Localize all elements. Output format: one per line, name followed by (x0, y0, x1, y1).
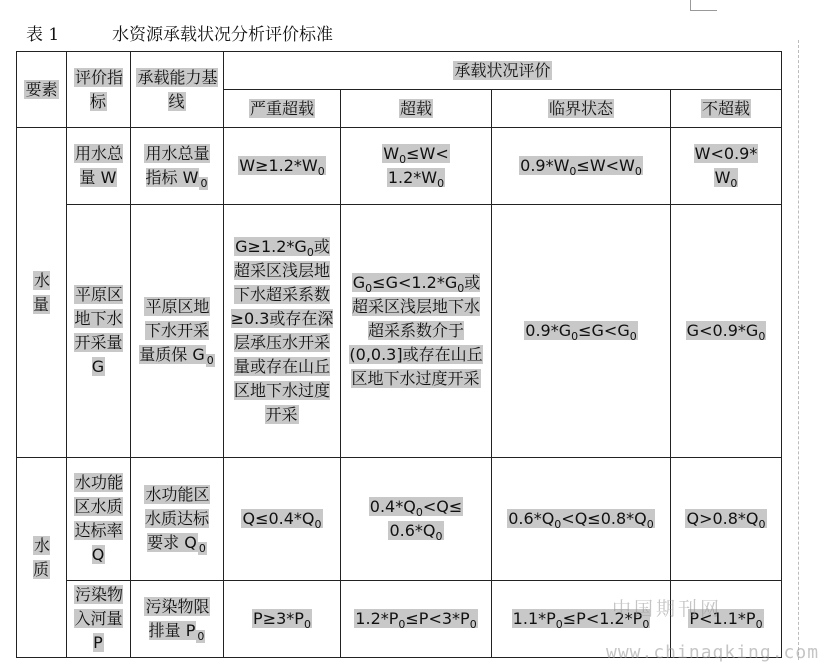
pollutant-severe-text: P≥3*P (253, 609, 304, 628)
page-margin-guide (798, 40, 799, 660)
factor-quantity-text: 水量 (32, 270, 50, 314)
subscript: 0 (730, 177, 738, 191)
compliance-severe (224, 458, 341, 581)
watermark-url: www.chinaqking.com (606, 642, 820, 663)
subscript: 0 (634, 165, 642, 179)
pollutant-over (341, 581, 492, 658)
groundwater-severe (224, 205, 341, 458)
subscript: 0 (198, 542, 206, 556)
baseline-pollutant-text: 污染物限排量 P (145, 597, 210, 640)
subscript: 0 (571, 330, 579, 344)
indicator-groundwater (67, 205, 131, 458)
subscript: 0 (197, 630, 205, 644)
header-level-over (341, 90, 492, 128)
indicator-compliance-text: 水功能区水质达标率 Q (74, 473, 123, 564)
compliance-not-over-text: Q>0.8*Q (686, 509, 759, 528)
subscript: 0 (399, 153, 407, 167)
total-water-critical-a: 0.9*W (520, 156, 570, 175)
compliance-critical-a: 0.6*Q (508, 509, 555, 528)
pollutant-severe (224, 581, 341, 658)
total-water-severe (224, 128, 341, 205)
pollutant-critical-a: 1.1*P (512, 609, 556, 628)
subscript: 0 (398, 618, 406, 632)
total-water-severe-text: W≥1.2*W (239, 156, 318, 175)
total-water-over-a: W (383, 144, 400, 163)
header-status-group-text: 承载状况评价 (454, 60, 551, 80)
subscript: 0 (314, 518, 322, 532)
groundwater-critical (492, 205, 671, 458)
compliance-over (341, 458, 492, 581)
subscript: 0 (306, 246, 314, 260)
header-indicator (67, 52, 131, 128)
subscript: 0 (206, 354, 214, 368)
indicator-total-water (67, 128, 131, 205)
subscript: 0 (569, 165, 577, 179)
groundwater-over-a: G (352, 273, 366, 292)
subscript: 0 (758, 330, 766, 344)
subscript: 0 (437, 177, 445, 191)
subscript: 0 (555, 618, 563, 632)
subscript: 0 (646, 518, 654, 532)
baseline-compliance-text: 水功能区水质达标要求 Q (144, 485, 210, 552)
watermark-logo-text: 中国期刊网 (612, 598, 723, 620)
table-caption (26, 20, 333, 45)
subscript: 0 (642, 618, 650, 632)
groundwater-severe-b: 或超采区浅层地下水超采系数≥0.3或存在深层承压水开采量或存在山丘区地下水过度开采 (230, 237, 334, 424)
subscript: 0 (457, 282, 465, 296)
pollutant-over-b: ≤P<3*P (405, 609, 470, 628)
compliance-over-b: <Q≤ (422, 497, 463, 516)
header-level-critical (492, 90, 671, 128)
subscript: 0 (629, 330, 637, 344)
header-baseline (131, 52, 224, 128)
groundwater-severe-a: G≥1.2*G (235, 237, 307, 256)
baseline-compliance (131, 458, 224, 581)
pollutant-not-over-text: P<1.1*P (689, 609, 756, 628)
pollutant-over-a: 1.2*P (355, 609, 399, 628)
subscript: 0 (317, 165, 325, 179)
header-level-not-over (671, 90, 782, 128)
total-water-over-c: 1.2*W (387, 168, 438, 187)
subscript: 0 (755, 618, 763, 632)
table-row (17, 205, 782, 458)
evaluation-table (16, 51, 782, 658)
header-indicator-text: 评价指标 (74, 67, 123, 111)
groundwater-critical-b: ≤G<G (578, 321, 630, 340)
level-over-text: 超载 (399, 98, 432, 118)
groundwater-over-b: ≤G<1.2*G (372, 273, 458, 292)
total-water-not-over-b: W (714, 168, 731, 187)
subscript: 0 (365, 282, 373, 296)
compliance-critical (492, 458, 671, 581)
table-row (17, 128, 782, 205)
indicator-pollutant-text: 污染物入河量 P (74, 585, 123, 652)
level-severe-text: 严重超载 (249, 98, 314, 118)
baseline-total-water-text: 用水总量指标 W (145, 144, 210, 187)
header-level-severe (224, 90, 341, 128)
baseline-groundwater (131, 205, 224, 458)
header-baseline-text: 承载能力基线 (137, 67, 218, 111)
total-water-critical (492, 128, 671, 205)
compliance-over-c: 0.6*Q (389, 521, 436, 540)
total-water-over-b: ≤W< (406, 144, 449, 163)
table-row (17, 458, 782, 581)
groundwater-critical-a: 0.9*G (525, 321, 572, 340)
groundwater-over-c: 或超采区浅层地下水超采系数介于(0,0.3]或存在山丘区地下水过度开采 (349, 273, 483, 388)
level-not-over-text: 不超载 (701, 98, 750, 118)
factor-quantity (17, 128, 67, 458)
groundwater-over (341, 205, 492, 458)
subscript: 0 (200, 177, 208, 191)
subscript: 0 (758, 518, 766, 532)
baseline-pollutant (131, 581, 224, 658)
table-title: 水资源承载状况分析评价标准 (112, 25, 333, 45)
subscript: 0 (554, 518, 562, 532)
groundwater-not-over (671, 205, 782, 458)
subscript: 0 (303, 618, 311, 632)
baseline-groundwater-text: 平原区地下水开采量质保 G (139, 297, 210, 364)
page-corner-mark (690, 0, 717, 11)
total-water-not-over (671, 128, 782, 205)
total-water-over (341, 128, 492, 205)
pollutant-critical-b: ≤P<1.2*P (562, 609, 643, 628)
header-row-1 (17, 52, 782, 90)
compliance-critical-b: <Q≤0.8*Q (561, 509, 647, 528)
factor-quality-text: 水质 (32, 535, 50, 579)
compliance-severe-text: Q≤0.4*Q (242, 509, 315, 528)
level-critical-text: 临界状态 (548, 98, 613, 118)
header-factor-text: 要素 (25, 79, 58, 99)
indicator-pollutant (67, 581, 131, 658)
header-status-group (224, 52, 782, 90)
total-water-critical-b: ≤W<W (576, 156, 635, 175)
subscript: 0 (415, 506, 423, 520)
factor-quality (17, 458, 67, 658)
groundwater-not-over-text: G<0.9*G (686, 321, 759, 340)
indicator-compliance (67, 458, 131, 581)
table-number: 表 1 (26, 25, 60, 45)
header-factor (17, 52, 67, 128)
total-water-not-over-a: W<0.9* (694, 144, 758, 163)
subscript: 0 (469, 618, 477, 632)
compliance-over-a: 0.4*Q (369, 497, 416, 516)
indicator-groundwater-text: 平原区地下水开采量 G (74, 285, 123, 376)
baseline-total-water (131, 128, 224, 205)
indicator-total-water-text: 用水总量 W (74, 144, 123, 187)
subscript: 0 (435, 530, 443, 544)
compliance-not-over (671, 458, 782, 581)
